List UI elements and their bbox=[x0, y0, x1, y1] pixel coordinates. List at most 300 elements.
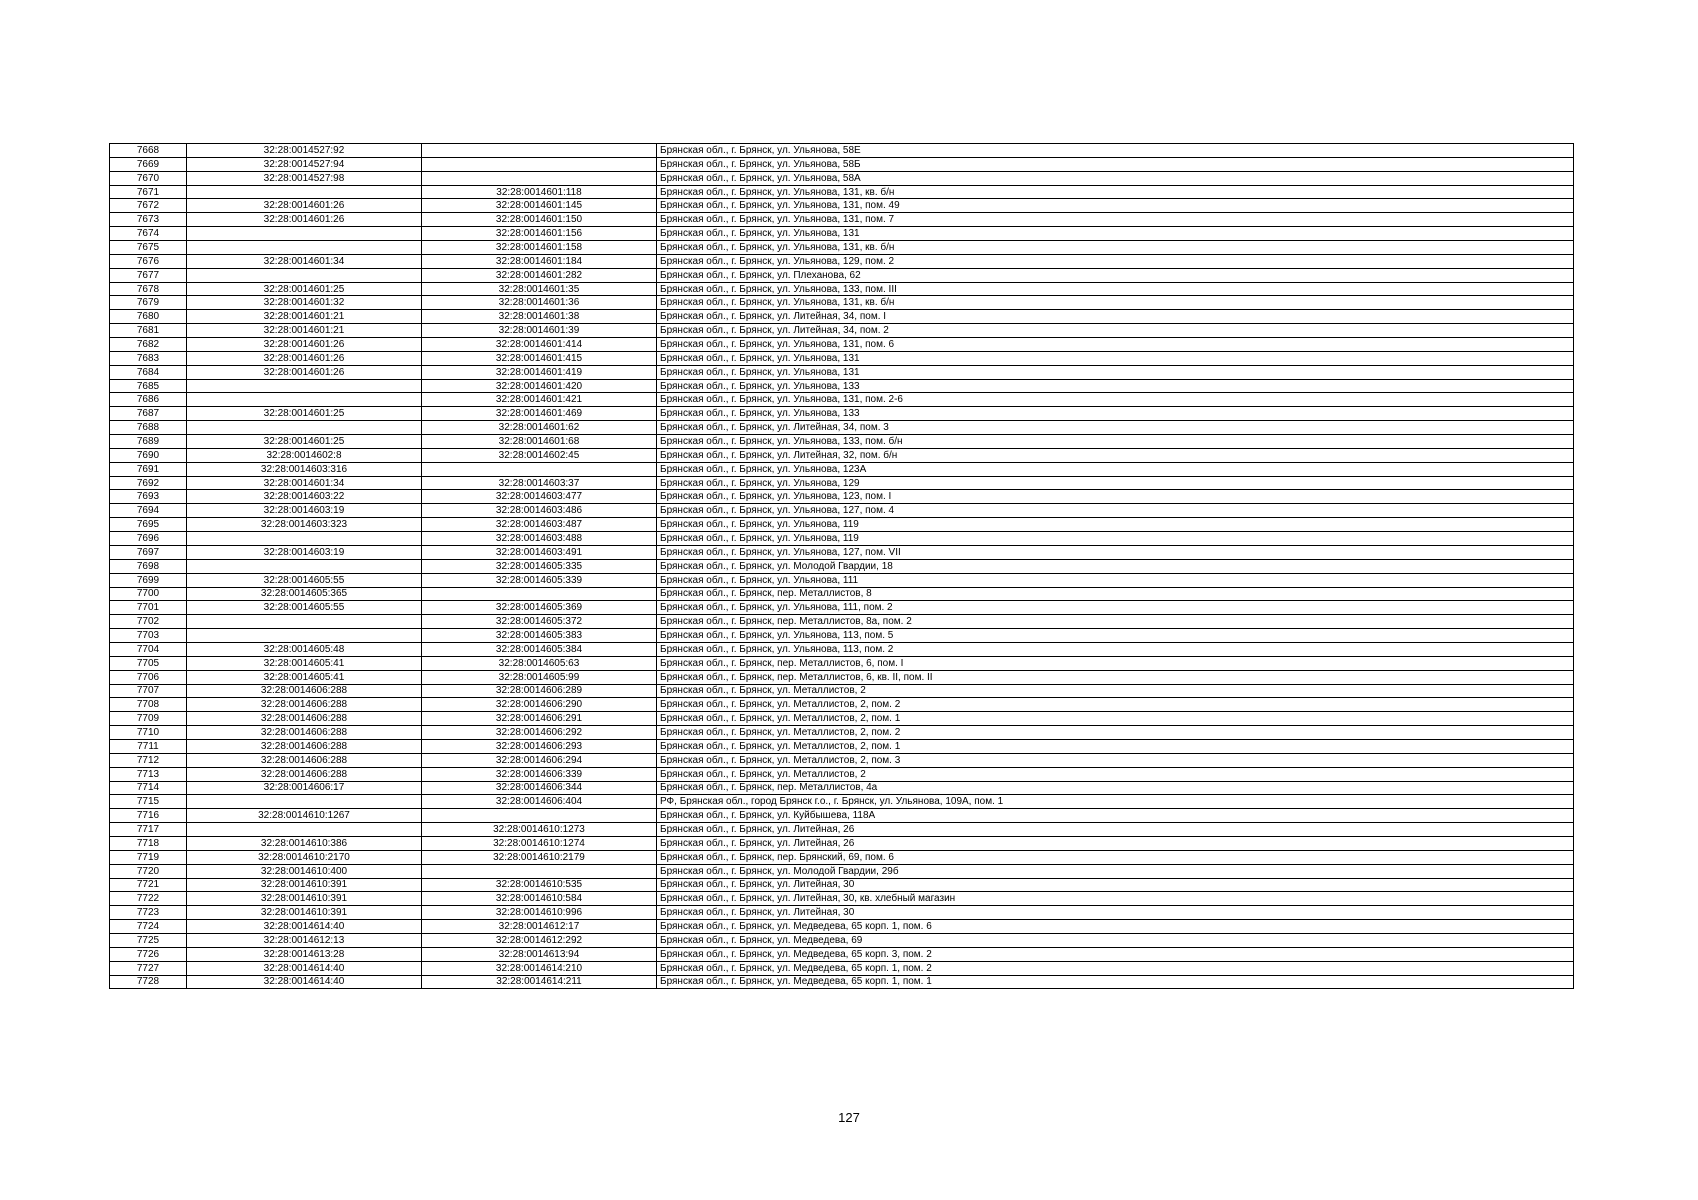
row-number-cell: 7713 bbox=[110, 767, 187, 781]
object-number-cell bbox=[422, 157, 657, 171]
row-number-cell: 7670 bbox=[110, 171, 187, 185]
row-number-cell: 7669 bbox=[110, 157, 187, 171]
table-row bbox=[110, 476, 1574, 490]
object-number-cell: 32:28:0014605:335 bbox=[422, 559, 657, 573]
address-cell: Брянская обл., г. Брянск, ул. Ульянова, 58А bbox=[657, 171, 1574, 185]
parcel-number-cell: 32:28:0014601:21 bbox=[187, 324, 422, 338]
address-cell: Брянская обл., г. Брянск, ул. Ульянова, 113, пом. 5 bbox=[657, 629, 1574, 643]
row-number-cell: 7701 bbox=[110, 601, 187, 615]
row-number-cell: 7710 bbox=[110, 726, 187, 740]
table-row bbox=[110, 365, 1574, 379]
row-number-cell: 7705 bbox=[110, 656, 187, 670]
object-number-cell: 32:28:0014605:383 bbox=[422, 629, 657, 643]
address-cell: Брянская обл., г. Брянск, ул. Ульянова, 111 bbox=[657, 573, 1574, 587]
parcel-number-cell bbox=[187, 227, 422, 241]
address-cell: Брянская обл., г. Брянск, ул. Ульянова, 131, пом. 6 bbox=[657, 338, 1574, 352]
address-cell: Брянская обл., г. Брянск, ул. Ульянова, 111, пом. 2 bbox=[657, 601, 1574, 615]
row-number-cell: 7689 bbox=[110, 435, 187, 449]
row-number-cell: 7685 bbox=[110, 379, 187, 393]
parcel-number-cell: 32:28:0014601:26 bbox=[187, 365, 422, 379]
table-row bbox=[110, 462, 1574, 476]
table-row bbox=[110, 448, 1574, 462]
address-cell: Брянская обл., г. Брянск, пер. Металлистов, 8а, пом. 2 bbox=[657, 615, 1574, 629]
object-number-cell: 32:28:0014601:420 bbox=[422, 379, 657, 393]
row-number-cell: 7718 bbox=[110, 836, 187, 850]
object-number-cell: 32:28:0014603:488 bbox=[422, 532, 657, 546]
parcel-number-cell: 32:28:0014601:26 bbox=[187, 351, 422, 365]
parcel-number-cell bbox=[187, 241, 422, 255]
table-row bbox=[110, 601, 1574, 615]
parcel-number-cell: 32:28:0014614:40 bbox=[187, 961, 422, 975]
table-row bbox=[110, 712, 1574, 726]
object-number-cell: 32:28:0014613:94 bbox=[422, 947, 657, 961]
parcel-number-cell: 32:28:0014614:40 bbox=[187, 975, 422, 989]
table-row bbox=[110, 587, 1574, 601]
parcel-number-cell: 32:28:0014601:25 bbox=[187, 435, 422, 449]
row-number-cell: 7671 bbox=[110, 185, 187, 199]
row-number-cell: 7698 bbox=[110, 559, 187, 573]
parcel-number-cell: 32:28:0014606:288 bbox=[187, 726, 422, 740]
address-cell: Брянская обл., г. Брянск, ул. Металлистов, 2 bbox=[657, 767, 1574, 781]
object-number-cell: 32:28:0014601:39 bbox=[422, 324, 657, 338]
object-number-cell: 32:28:0014614:210 bbox=[422, 961, 657, 975]
table-row bbox=[110, 282, 1574, 296]
registry-table bbox=[109, 143, 1574, 989]
table-row bbox=[110, 892, 1574, 906]
parcel-number-cell: 32:28:0014601:34 bbox=[187, 254, 422, 268]
address-cell: Брянская обл., г. Брянск, ул. Медведева, 65 корп. 1, пом. 2 bbox=[657, 961, 1574, 975]
object-number-cell bbox=[422, 462, 657, 476]
address-cell: Брянская обл., г. Брянск, ул. Медведева, 65 корп. 1, пом. 6 bbox=[657, 920, 1574, 934]
parcel-number-cell bbox=[187, 393, 422, 407]
page-number: 127 bbox=[838, 1110, 860, 1125]
address-cell: РФ, Брянская обл., город Брянск г.о., г. Брянск, ул. Ульянова, 109А, пом. 1 bbox=[657, 795, 1574, 809]
table-row bbox=[110, 961, 1574, 975]
parcel-number-cell: 32:28:0014613:28 bbox=[187, 947, 422, 961]
row-number-cell: 7720 bbox=[110, 864, 187, 878]
row-number-cell: 7688 bbox=[110, 421, 187, 435]
table-row bbox=[110, 199, 1574, 213]
row-number-cell: 7712 bbox=[110, 753, 187, 767]
parcel-number-cell: 32:28:0014603:19 bbox=[187, 504, 422, 518]
table-row bbox=[110, 739, 1574, 753]
object-number-cell: 32:28:0014601:62 bbox=[422, 421, 657, 435]
parcel-number-cell: 32:28:0014606:288 bbox=[187, 739, 422, 753]
parcel-number-cell bbox=[187, 532, 422, 546]
address-cell: Брянская обл., г. Брянск, пер. Брянский, 69, пом. 6 bbox=[657, 850, 1574, 864]
parcel-number-cell: 32:28:0014601:25 bbox=[187, 282, 422, 296]
address-cell: Брянская обл., г. Брянск, ул. Молодой Гвардии, 29б bbox=[657, 864, 1574, 878]
object-number-cell: 32:28:0014601:419 bbox=[422, 365, 657, 379]
parcel-number-cell: 32:28:0014527:94 bbox=[187, 157, 422, 171]
table-row bbox=[110, 532, 1574, 546]
parcel-number-cell: 32:28:0014606:288 bbox=[187, 712, 422, 726]
address-cell: Брянская обл., г. Брянск, ул. Ульянова, 119 bbox=[657, 518, 1574, 532]
table-row bbox=[110, 795, 1574, 809]
table-row bbox=[110, 241, 1574, 255]
row-number-cell: 7706 bbox=[110, 670, 187, 684]
row-number-cell: 7696 bbox=[110, 532, 187, 546]
row-number-cell: 7682 bbox=[110, 338, 187, 352]
parcel-number-cell: 32:28:0014606:288 bbox=[187, 753, 422, 767]
table-row bbox=[110, 933, 1574, 947]
table-row bbox=[110, 185, 1574, 199]
object-number-cell: 32:28:0014606:293 bbox=[422, 739, 657, 753]
address-cell: Брянская обл., г. Брянск, ул. Литейная, 30 bbox=[657, 878, 1574, 892]
object-number-cell: 32:28:0014610:2179 bbox=[422, 850, 657, 864]
parcel-number-cell bbox=[187, 379, 422, 393]
object-number-cell bbox=[422, 809, 657, 823]
row-number-cell: 7715 bbox=[110, 795, 187, 809]
table-row bbox=[110, 504, 1574, 518]
parcel-number-cell bbox=[187, 559, 422, 573]
object-number-cell: 32:28:0014610:535 bbox=[422, 878, 657, 892]
table-row bbox=[110, 144, 1574, 158]
row-number-cell: 7719 bbox=[110, 850, 187, 864]
parcel-number-cell: 32:28:0014605:55 bbox=[187, 601, 422, 615]
table-row bbox=[110, 656, 1574, 670]
parcel-number-cell: 32:28:0014606:288 bbox=[187, 767, 422, 781]
row-number-cell: 7680 bbox=[110, 310, 187, 324]
address-cell: Брянская обл., г. Брянск, ул. Ульянова, 131, кв. б/н bbox=[657, 296, 1574, 310]
row-number-cell: 7693 bbox=[110, 490, 187, 504]
table-row bbox=[110, 836, 1574, 850]
address-cell: Брянская обл., г. Брянск, ул. Ульянова, 113, пом. 2 bbox=[657, 642, 1574, 656]
parcel-number-cell: 32:28:0014606:17 bbox=[187, 781, 422, 795]
parcel-number-cell: 32:28:0014605:48 bbox=[187, 642, 422, 656]
object-number-cell: 32:28:0014602:45 bbox=[422, 448, 657, 462]
table-row bbox=[110, 157, 1574, 171]
table-row bbox=[110, 781, 1574, 795]
row-number-cell: 7703 bbox=[110, 629, 187, 643]
parcel-number-cell: 32:28:0014601:32 bbox=[187, 296, 422, 310]
address-cell: Брянская обл., г. Брянск, ул. Металлистов, 2, пом. 1 bbox=[657, 712, 1574, 726]
object-number-cell: 32:28:0014603:37 bbox=[422, 476, 657, 490]
address-cell: Брянская обл., г. Брянск, ул. Литейная, 34, пом. 3 bbox=[657, 421, 1574, 435]
table-row bbox=[110, 878, 1574, 892]
address-cell: Брянская обл., г. Брянск, ул. Ульянова, 58Б bbox=[657, 157, 1574, 171]
row-number-cell: 7707 bbox=[110, 684, 187, 698]
address-cell: Брянская обл., г. Брянск, ул. Литейная, 30 bbox=[657, 906, 1574, 920]
table-row bbox=[110, 670, 1574, 684]
address-cell: Брянская обл., г. Брянск, ул. Металлистов, 2, пом. 3 bbox=[657, 753, 1574, 767]
row-number-cell: 7726 bbox=[110, 947, 187, 961]
table-row bbox=[110, 809, 1574, 823]
address-cell: Брянская обл., г. Брянск, ул. Ульянова, 131, пом. 2-6 bbox=[657, 393, 1574, 407]
table-row bbox=[110, 642, 1574, 656]
object-number-cell bbox=[422, 171, 657, 185]
object-number-cell: 32:28:0014601:415 bbox=[422, 351, 657, 365]
table-row bbox=[110, 906, 1574, 920]
address-cell: Брянская обл., г. Брянск, ул. Ульянова, 131, пом. 49 bbox=[657, 199, 1574, 213]
address-cell: Брянская обл., г. Брянск, ул. Ульянова, 127, пом. VII bbox=[657, 545, 1574, 559]
table-row bbox=[110, 490, 1574, 504]
parcel-number-cell: 32:28:0014527:98 bbox=[187, 171, 422, 185]
address-cell: Брянская обл., г. Брянск, ул. Ульянова, 129, пом. 2 bbox=[657, 254, 1574, 268]
object-number-cell: 32:28:0014612:17 bbox=[422, 920, 657, 934]
table-row bbox=[110, 296, 1574, 310]
table-row bbox=[110, 310, 1574, 324]
row-number-cell: 7691 bbox=[110, 462, 187, 476]
object-number-cell: 32:28:0014601:184 bbox=[422, 254, 657, 268]
table-row bbox=[110, 254, 1574, 268]
table-row bbox=[110, 171, 1574, 185]
address-cell: Брянская обл., г. Брянск, ул. Литейная, 30, кв. хлебный магазин bbox=[657, 892, 1574, 906]
object-number-cell: 32:28:0014610:584 bbox=[422, 892, 657, 906]
address-cell: Брянская обл., г. Брянск, ул. Ульянова, 131, пом. 7 bbox=[657, 213, 1574, 227]
parcel-number-cell: 32:28:0014602:8 bbox=[187, 448, 422, 462]
parcel-number-cell: 32:28:0014601:34 bbox=[187, 476, 422, 490]
object-number-cell: 32:28:0014601:414 bbox=[422, 338, 657, 352]
parcel-number-cell: 32:28:0014601:26 bbox=[187, 199, 422, 213]
address-cell: Брянская обл., г. Брянск, ул. Ульянова, 127, пом. 4 bbox=[657, 504, 1574, 518]
row-number-cell: 7700 bbox=[110, 587, 187, 601]
address-cell: Брянская обл., г. Брянск, ул. Ульянова, 131 bbox=[657, 227, 1574, 241]
row-number-cell: 7704 bbox=[110, 642, 187, 656]
object-number-cell: 32:28:0014606:404 bbox=[422, 795, 657, 809]
row-number-cell: 7721 bbox=[110, 878, 187, 892]
row-number-cell: 7690 bbox=[110, 448, 187, 462]
address-cell: Брянская обл., г. Брянск, ул. Плеханова, 62 bbox=[657, 268, 1574, 282]
address-cell: Брянская обл., г. Брянск, ул. Металлистов, 2 bbox=[657, 684, 1574, 698]
parcel-number-cell: 32:28:0014610:400 bbox=[187, 864, 422, 878]
address-cell: Брянская обл., г. Брянск, ул. Ульянова, 133, пом. б/н bbox=[657, 435, 1574, 449]
parcel-number-cell: 32:28:0014601:26 bbox=[187, 338, 422, 352]
parcel-number-cell: 32:28:0014610:391 bbox=[187, 892, 422, 906]
address-cell: Брянская обл., г. Брянск, ул. Ульянова, 131 bbox=[657, 351, 1574, 365]
object-number-cell: 32:28:0014610:996 bbox=[422, 906, 657, 920]
row-number-cell: 7725 bbox=[110, 933, 187, 947]
object-number-cell bbox=[422, 587, 657, 601]
row-number-cell: 7695 bbox=[110, 518, 187, 532]
address-cell: Брянская обл., г. Брянск, ул. Ульянова, 133 bbox=[657, 407, 1574, 421]
row-number-cell: 7678 bbox=[110, 282, 187, 296]
parcel-number-cell: 32:28:0014603:19 bbox=[187, 545, 422, 559]
object-number-cell bbox=[422, 864, 657, 878]
address-cell: Брянская обл., г. Брянск, ул. Ульянова, 131, кв. б/н bbox=[657, 241, 1574, 255]
object-number-cell: 32:28:0014601:469 bbox=[422, 407, 657, 421]
row-number-cell: 7683 bbox=[110, 351, 187, 365]
parcel-number-cell bbox=[187, 615, 422, 629]
object-number-cell: 32:28:0014601:35 bbox=[422, 282, 657, 296]
object-number-cell: 32:28:0014605:63 bbox=[422, 656, 657, 670]
address-cell: Брянская обл., г. Брянск, ул. Медведева, 69 bbox=[657, 933, 1574, 947]
table-row bbox=[110, 684, 1574, 698]
object-number-cell: 32:28:0014610:1274 bbox=[422, 836, 657, 850]
object-number-cell: 32:28:0014606:290 bbox=[422, 698, 657, 712]
object-number-cell: 32:28:0014601:38 bbox=[422, 310, 657, 324]
object-number-cell: 32:28:0014606:291 bbox=[422, 712, 657, 726]
parcel-number-cell: 32:28:0014610:1267 bbox=[187, 809, 422, 823]
table-row bbox=[110, 823, 1574, 837]
parcel-number-cell: 32:28:0014606:288 bbox=[187, 698, 422, 712]
row-number-cell: 7716 bbox=[110, 809, 187, 823]
table-row bbox=[110, 324, 1574, 338]
object-number-cell: 32:28:0014601:68 bbox=[422, 435, 657, 449]
row-number-cell: 7694 bbox=[110, 504, 187, 518]
table-row bbox=[110, 338, 1574, 352]
row-number-cell: 7677 bbox=[110, 268, 187, 282]
table-row bbox=[110, 947, 1574, 961]
parcel-number-cell bbox=[187, 268, 422, 282]
object-number-cell: 32:28:0014610:1273 bbox=[422, 823, 657, 837]
object-number-cell: 32:28:0014601:421 bbox=[422, 393, 657, 407]
parcel-number-cell bbox=[187, 185, 422, 199]
object-number-cell: 32:28:0014606:339 bbox=[422, 767, 657, 781]
parcel-number-cell: 32:28:0014610:386 bbox=[187, 836, 422, 850]
table-row bbox=[110, 268, 1574, 282]
address-cell: Брянская обл., г. Брянск, ул. Ульянова, 133, пом. III bbox=[657, 282, 1574, 296]
table-row bbox=[110, 920, 1574, 934]
parcel-number-cell: 32:28:0014605:55 bbox=[187, 573, 422, 587]
row-number-cell: 7714 bbox=[110, 781, 187, 795]
row-number-cell: 7684 bbox=[110, 365, 187, 379]
parcel-number-cell bbox=[187, 823, 422, 837]
object-number-cell: 32:28:0014605:372 bbox=[422, 615, 657, 629]
parcel-number-cell: 32:28:0014610:2170 bbox=[187, 850, 422, 864]
row-number-cell: 7708 bbox=[110, 698, 187, 712]
parcel-number-cell bbox=[187, 421, 422, 435]
table-row bbox=[110, 351, 1574, 365]
object-number-cell: 32:28:0014601:36 bbox=[422, 296, 657, 310]
table-row bbox=[110, 518, 1574, 532]
address-cell: Брянская обл., г. Брянск, ул. Литейная, 32, пом. б/н bbox=[657, 448, 1574, 462]
object-number-cell: 32:28:0014614:211 bbox=[422, 975, 657, 989]
address-cell: Брянская обл., г. Брянск, ул. Литейная, 26 bbox=[657, 823, 1574, 837]
row-number-cell: 7687 bbox=[110, 407, 187, 421]
table-row bbox=[110, 421, 1574, 435]
address-cell: Брянская обл., г. Брянск, ул. Ульянова, 131, кв. б/н bbox=[657, 185, 1574, 199]
object-number-cell: 32:28:0014603:487 bbox=[422, 518, 657, 532]
table-row bbox=[110, 864, 1574, 878]
object-number-cell: 32:28:0014605:339 bbox=[422, 573, 657, 587]
parcel-number-cell: 32:28:0014601:25 bbox=[187, 407, 422, 421]
row-number-cell: 7692 bbox=[110, 476, 187, 490]
address-cell: Брянская обл., г. Брянск, ул. Ульянова, 133 bbox=[657, 379, 1574, 393]
address-cell: Брянская обл., г. Брянск, ул. Медведева, 65 корп. 1, пом. 1 bbox=[657, 975, 1574, 989]
parcel-number-cell: 32:28:0014603:22 bbox=[187, 490, 422, 504]
object-number-cell: 32:28:0014601:156 bbox=[422, 227, 657, 241]
table-row bbox=[110, 753, 1574, 767]
row-number-cell: 7711 bbox=[110, 739, 187, 753]
parcel-number-cell: 32:28:0014527:92 bbox=[187, 144, 422, 158]
object-number-cell: 32:28:0014601:282 bbox=[422, 268, 657, 282]
table-row bbox=[110, 407, 1574, 421]
registry-table-body bbox=[110, 144, 1574, 989]
parcel-number-cell: 32:28:0014610:391 bbox=[187, 906, 422, 920]
parcel-number-cell: 32:28:0014605:41 bbox=[187, 656, 422, 670]
object-number-cell bbox=[422, 144, 657, 158]
row-number-cell: 7723 bbox=[110, 906, 187, 920]
object-number-cell: 32:28:0014603:477 bbox=[422, 490, 657, 504]
table-row bbox=[110, 559, 1574, 573]
address-cell: Брянская обл., г. Брянск, ул. Медведева, 65 корп. 3, пом. 2 bbox=[657, 947, 1574, 961]
parcel-number-cell: 32:28:0014601:21 bbox=[187, 310, 422, 324]
object-number-cell: 32:28:0014601:150 bbox=[422, 213, 657, 227]
object-number-cell: 32:28:0014605:384 bbox=[422, 642, 657, 656]
parcel-number-cell: 32:28:0014614:40 bbox=[187, 920, 422, 934]
address-cell: Брянская обл., г. Брянск, ул. Металлистов, 2, пом. 1 bbox=[657, 739, 1574, 753]
table-row bbox=[110, 227, 1574, 241]
row-number-cell: 7717 bbox=[110, 823, 187, 837]
table-row bbox=[110, 213, 1574, 227]
table-row bbox=[110, 393, 1574, 407]
object-number-cell: 32:28:0014605:99 bbox=[422, 670, 657, 684]
table-row bbox=[110, 767, 1574, 781]
row-number-cell: 7679 bbox=[110, 296, 187, 310]
address-cell: Брянская обл., г. Брянск, пер. Металлистов, 8 bbox=[657, 587, 1574, 601]
row-number-cell: 7674 bbox=[110, 227, 187, 241]
table-row bbox=[110, 726, 1574, 740]
row-number-cell: 7681 bbox=[110, 324, 187, 338]
address-cell: Брянская обл., г. Брянск, пер. Металлистов, 6, кв. II, пом. II bbox=[657, 670, 1574, 684]
address-cell: Брянская обл., г. Брянск, ул. Ульянова, 58Е bbox=[657, 144, 1574, 158]
row-number-cell: 7724 bbox=[110, 920, 187, 934]
table-row bbox=[110, 850, 1574, 864]
address-cell: Брянская обл., г. Брянск, ул. Металлистов, 2, пом. 2 bbox=[657, 698, 1574, 712]
object-number-cell: 32:28:0014601:118 bbox=[422, 185, 657, 199]
address-cell: Брянская обл., г. Брянск, пер. Металлистов, 6, пом. I bbox=[657, 656, 1574, 670]
table-row bbox=[110, 975, 1574, 989]
address-cell: Брянская обл., г. Брянск, ул. Молодой Гвардии, 18 bbox=[657, 559, 1574, 573]
row-number-cell: 7702 bbox=[110, 615, 187, 629]
address-cell: Брянская обл., г. Брянск, ул. Куйбышева, 118А bbox=[657, 809, 1574, 823]
table-row bbox=[110, 435, 1574, 449]
object-number-cell: 32:28:0014606:344 bbox=[422, 781, 657, 795]
address-cell: Брянская обл., г. Брянск, ул. Ульянова, 123А bbox=[657, 462, 1574, 476]
object-number-cell: 32:28:0014606:289 bbox=[422, 684, 657, 698]
object-number-cell: 32:28:0014606:292 bbox=[422, 726, 657, 740]
parcel-number-cell bbox=[187, 795, 422, 809]
parcel-number-cell bbox=[187, 629, 422, 643]
row-number-cell: 7697 bbox=[110, 545, 187, 559]
parcel-number-cell: 32:28:0014605:365 bbox=[187, 587, 422, 601]
parcel-number-cell: 32:28:0014603:316 bbox=[187, 462, 422, 476]
object-number-cell: 32:28:0014601:145 bbox=[422, 199, 657, 213]
address-cell: Брянская обл., г. Брянск, ул. Металлистов, 2, пом. 2 bbox=[657, 726, 1574, 740]
table-row bbox=[110, 379, 1574, 393]
parcel-number-cell: 32:28:0014601:26 bbox=[187, 213, 422, 227]
table-row bbox=[110, 698, 1574, 712]
parcel-number-cell: 32:28:0014605:41 bbox=[187, 670, 422, 684]
parcel-number-cell: 32:28:0014603:323 bbox=[187, 518, 422, 532]
object-number-cell: 32:28:0014606:294 bbox=[422, 753, 657, 767]
row-number-cell: 7699 bbox=[110, 573, 187, 587]
parcel-number-cell: 32:28:0014606:288 bbox=[187, 684, 422, 698]
row-number-cell: 7675 bbox=[110, 241, 187, 255]
address-cell: Брянская обл., г. Брянск, ул. Литейная, 34, пом. I bbox=[657, 310, 1574, 324]
row-number-cell: 7668 bbox=[110, 144, 187, 158]
table-row bbox=[110, 629, 1574, 643]
address-cell: Брянская обл., г. Брянск, ул. Ульянова, 119 bbox=[657, 532, 1574, 546]
row-number-cell: 7722 bbox=[110, 892, 187, 906]
row-number-cell: 7673 bbox=[110, 213, 187, 227]
parcel-number-cell: 32:28:0014610:391 bbox=[187, 878, 422, 892]
address-cell: Брянская обл., г. Брянск, ул. Ульянова, 123, пом. I bbox=[657, 490, 1574, 504]
table-row bbox=[110, 573, 1574, 587]
object-number-cell: 32:28:0014612:292 bbox=[422, 933, 657, 947]
address-cell: Брянская обл., г. Брянск, пер. Металлистов, 4а bbox=[657, 781, 1574, 795]
row-number-cell: 7727 bbox=[110, 961, 187, 975]
row-number-cell: 7709 bbox=[110, 712, 187, 726]
parcel-number-cell: 32:28:0014612:13 bbox=[187, 933, 422, 947]
object-number-cell: 32:28:0014601:158 bbox=[422, 241, 657, 255]
row-number-cell: 7676 bbox=[110, 254, 187, 268]
object-number-cell: 32:28:0014605:369 bbox=[422, 601, 657, 615]
row-number-cell: 7728 bbox=[110, 975, 187, 989]
row-number-cell: 7686 bbox=[110, 393, 187, 407]
address-cell: Брянская обл., г. Брянск, ул. Литейная, 34, пом. 2 bbox=[657, 324, 1574, 338]
